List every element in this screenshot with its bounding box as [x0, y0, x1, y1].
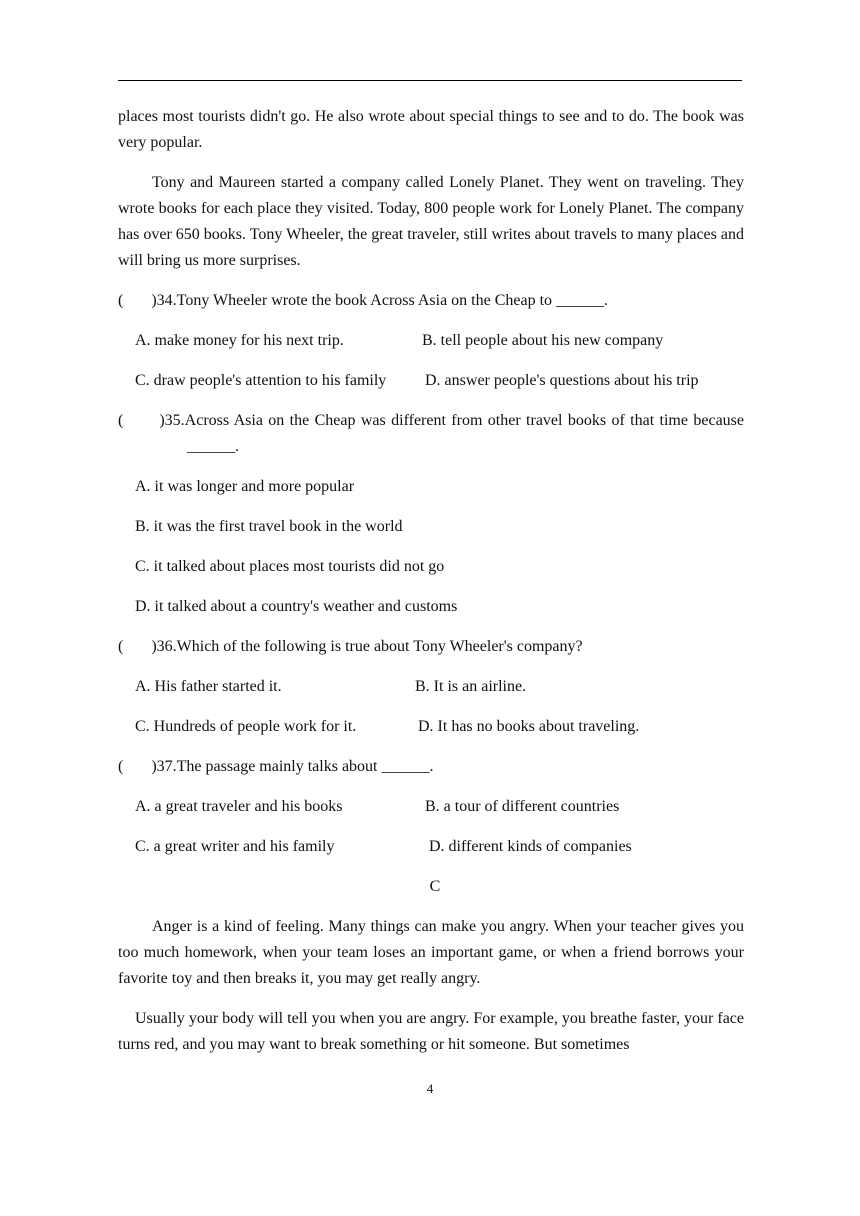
option-a: A. make money for his next trip. — [135, 332, 344, 349]
option-b: B. a tour of different countries — [425, 798, 620, 815]
question-stem: )36.Which of the following is true about Tony Wheeler's company? — [151, 638, 583, 655]
option-b: B. tell people about his new company — [422, 332, 664, 349]
option-c: C. draw people's attention to his family — [135, 372, 387, 389]
option-c: C. Hundreds of people work for it. — [135, 718, 357, 735]
options-row — [118, 714, 744, 740]
question-stem: )35.Across Asia on the Cheap was different from other travel books of that time because ______. — [159, 412, 744, 455]
question-36 — [118, 634, 744, 660]
option-d: D. It has no books about traveling. — [418, 718, 640, 735]
page-number: 4 — [426, 1081, 434, 1096]
answer-paren: ( — [118, 412, 124, 429]
question-stem: )37.The passage mainly talks about ______. — [151, 758, 434, 775]
continuation-paragraph: places most tourists didn't go. He also wrote about special things to see and to do. The book was very popular. — [118, 108, 744, 151]
header-rule — [118, 80, 742, 81]
option-a: A. it was longer and more popular — [135, 478, 355, 495]
paragraph-lonely-planet: Tony and Maureen started a company called Lonely Planet. They went on traveling. They wrote books for each place they visited. Today, 800 people work for Lonely Planet. The company has over 650 books. Tony Wheeler, the great traveler, still writes about travels to many places and will bring us more surprises. — [118, 174, 744, 269]
paragraph-body-signs: Usually your body will tell you when you are angry. For example, you breathe faster, your face turns red, and you may want to break something or hit someone. But sometimes — [118, 1010, 744, 1053]
options-row — [118, 834, 744, 860]
option-a: A. His father started it. — [135, 678, 282, 695]
options-row — [118, 674, 744, 700]
option-b: B. It is an airline. — [415, 678, 527, 695]
options-row — [118, 368, 744, 394]
option-a: A. a great traveler and his books — [135, 798, 343, 815]
option-d: D. different kinds of companies — [429, 838, 632, 855]
options-row — [118, 794, 744, 820]
document-body — [118, 104, 744, 1058]
option-d: D. answer people's questions about his trip — [425, 372, 699, 389]
answer-paren: ( — [118, 292, 124, 309]
question-37 — [118, 754, 744, 780]
option-c: C. a great writer and his family — [135, 838, 335, 855]
option-d: D. it talked about a country's weather and customs — [135, 598, 458, 615]
paragraph-anger: Anger is a kind of feeling. Many things can make you angry. When your teacher gives you too much homework, when your team loses an important game, or when a friend borrows your favorite toy and then breaks it, you may get really angry. — [118, 918, 744, 987]
section-heading-c: C — [429, 878, 441, 895]
option-b: B. it was the first travel book in the world — [135, 518, 403, 535]
question-35 — [118, 408, 744, 460]
options-row — [118, 328, 744, 354]
question-stem: )34.Tony Wheeler wrote the book Across Asia on the Cheap to ______. — [151, 292, 609, 309]
answer-paren: ( — [118, 638, 124, 655]
answer-paren: ( — [118, 758, 124, 775]
option-c: C. it talked about places most tourists did not go — [135, 558, 445, 575]
question-34 — [118, 288, 744, 314]
